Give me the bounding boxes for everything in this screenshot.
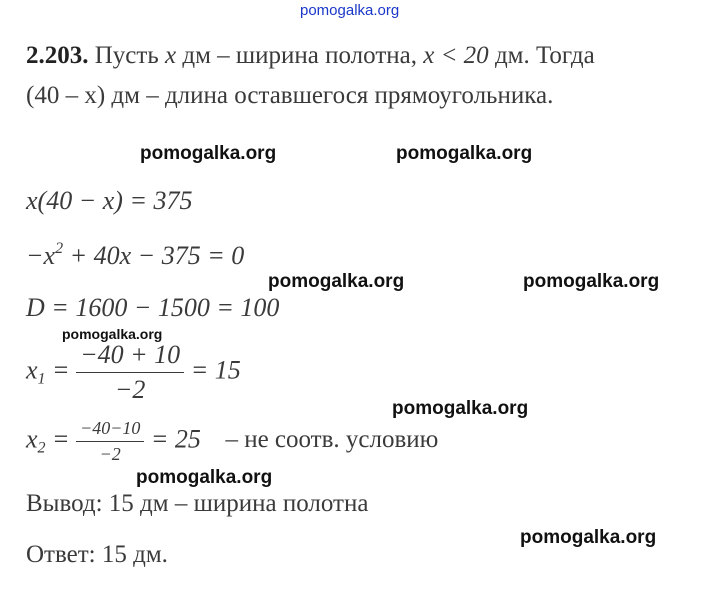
equation-2-part: + 40x − 375 = 0: [63, 241, 245, 270]
x1-fraction: [76, 340, 184, 405]
problem-line-1: [26, 42, 595, 70]
x2-denominator: −2: [99, 444, 121, 464]
watermark: pomogalka.org: [268, 271, 405, 292]
watermark: pomogalka.org: [62, 326, 163, 342]
condition: x < 20: [423, 42, 489, 69]
equation-1: x(40 − x) = 375: [26, 186, 193, 215]
x2-result: = 25: [150, 424, 201, 454]
discriminant: D = 1600 − 1500 = 100: [26, 293, 280, 322]
root-x2: $x_2$ = $\frac{-40-10}{-2}$ = 25 – не соотв. условию: [26, 418, 439, 464]
problem-line-2: (40 – x) дм – длина оставшегося прямоугольника.: [26, 82, 554, 109]
x2-note: – не соотв. условию: [225, 426, 439, 454]
x1-denominator: −2: [114, 375, 146, 404]
equation-2-part: −x: [26, 241, 56, 270]
answer: Ответ: 15 дм.: [26, 541, 168, 568]
variable: x: [164, 42, 177, 69]
root-x1: $x_1$ = $\frac{-40 + 10}{-2}$ = 15: [26, 340, 241, 404]
equation-2: [26, 240, 244, 271]
conclusion: Вывод: 15 дм – ширина полотна: [26, 490, 369, 517]
watermark: pomogalka.org: [392, 398, 529, 419]
x2-label: x: [26, 424, 38, 454]
watermark-top[interactable]: pomogalka.org: [300, 2, 400, 19]
problem-text: Пусть: [94, 42, 159, 69]
problem-text: дм. Тогда: [494, 42, 595, 69]
x2-numerator: −40−10: [80, 418, 141, 438]
watermark: pomogalka.org: [136, 467, 273, 488]
watermark: pomogalka.org: [523, 271, 660, 292]
x2-fraction: [76, 418, 144, 465]
watermark: pomogalka.org: [520, 527, 657, 548]
watermark: pomogalka.org: [140, 143, 277, 164]
exponent: 2: [55, 240, 64, 257]
problem-number: 2.203.: [26, 42, 89, 69]
x1-numerator: −40 + 10: [80, 340, 181, 369]
problem-text: дм – ширина полотна,: [182, 42, 417, 69]
subscript: 1: [37, 370, 46, 388]
x1-result: = 15: [190, 355, 241, 385]
x1-label: x: [26, 355, 38, 385]
watermark: pomogalka.org: [396, 143, 533, 164]
subscript: 2: [37, 439, 46, 457]
